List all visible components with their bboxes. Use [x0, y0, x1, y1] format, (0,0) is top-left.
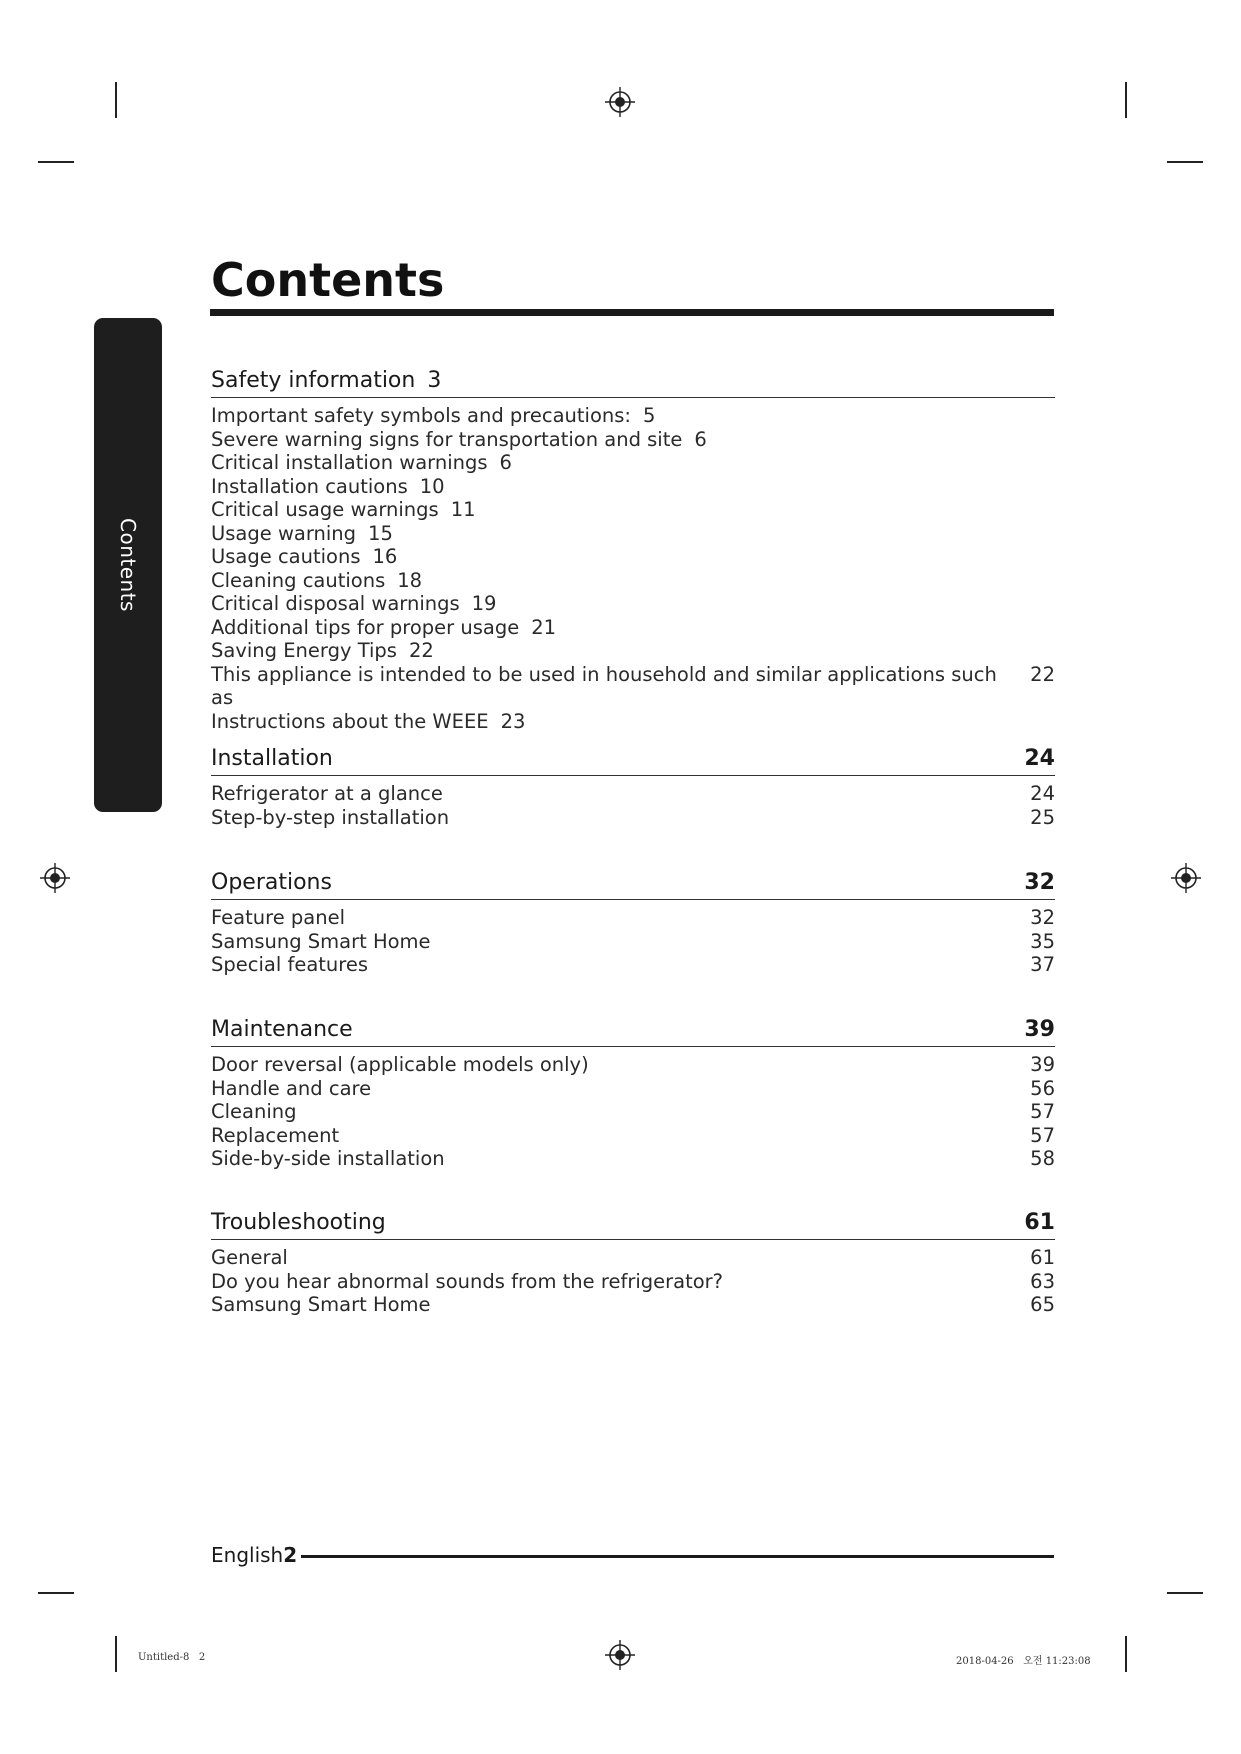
toc-item-page: 21 [531, 615, 557, 639]
side-tab-label: Contents [116, 518, 140, 612]
section-page: 61 [1024, 1210, 1055, 1235]
toc-item[interactable] [211, 906, 1055, 930]
toc-item-label: Severe warning signs for transportation and site [211, 427, 683, 451]
toc-item-label: Cleaning [211, 1100, 297, 1123]
toc-item[interactable] [211, 475, 1055, 499]
toc-item-page: 57 [1030, 1100, 1055, 1123]
toc-item-label: General [211, 1246, 288, 1269]
toc-item-label: Door reversal (applicable models only) [211, 1053, 589, 1076]
toc-item-label: Step-by-step installation [211, 805, 450, 829]
toc-item[interactable] [211, 569, 1055, 593]
toc-section-installation [211, 744, 1055, 829]
section-title: Safety information [211, 368, 416, 393]
toc-item[interactable] [211, 404, 1055, 428]
section-title: Troubleshooting [211, 1210, 386, 1235]
section-heading [211, 868, 1055, 900]
toc-item-page: 61 [1030, 1246, 1055, 1269]
toc-item-label: Handle and care [211, 1076, 372, 1100]
crop-mark [1125, 1636, 1127, 1672]
section-heading [211, 1208, 1055, 1240]
section-title: Operations [211, 870, 332, 895]
section-title: Installation [211, 746, 333, 771]
toc-item-page: 37 [1030, 953, 1055, 976]
toc-item-label: Critical installation warnings [211, 451, 488, 474]
toc-item-page: 18 [397, 568, 423, 592]
toc-item[interactable] [211, 1100, 1055, 1124]
toc-item-page: 25 [1030, 805, 1055, 829]
crop-mark [115, 82, 117, 118]
toc-item-label: Feature panel [211, 906, 345, 929]
toc-item-label: Saving Energy Tips [211, 639, 397, 662]
toc-item-label: Important safety symbols and precautions: [211, 404, 631, 427]
toc-item[interactable] [211, 710, 1055, 734]
side-tab [94, 318, 162, 812]
toc-item-label: Critical usage warnings [211, 498, 439, 521]
print-file-info: Untitled-8 2 [138, 1652, 206, 1663]
toc-item[interactable] [211, 782, 1055, 806]
toc-item[interactable] [211, 930, 1055, 954]
footer-page-number: 2 [283, 1543, 298, 1567]
toc-item-page: 11 [450, 498, 476, 521]
toc-item-label: Replacement [211, 1123, 340, 1147]
toc-item[interactable] [211, 545, 1055, 569]
toc-item-label: Samsung Smart Home [211, 1293, 431, 1316]
toc-item-label: Usage warning [211, 521, 357, 545]
toc-item-label: Installation cautions [211, 474, 408, 498]
toc-item-page: 56 [1030, 1076, 1055, 1100]
toc-item[interactable] [211, 1293, 1055, 1317]
toc-item[interactable] [211, 451, 1055, 475]
registration-mark-icon [40, 863, 70, 893]
toc-item-page: 24 [1030, 782, 1055, 805]
toc-item-label: Special features [211, 953, 369, 976]
toc-item-page: 15 [368, 521, 393, 545]
toc-item[interactable] [211, 522, 1055, 546]
toc-item-label: This appliance is intended to be used in household and similar applications such as [211, 662, 997, 709]
toc-item-label: Usage cautions [211, 545, 361, 568]
section-title: Maintenance [211, 1017, 353, 1042]
section-page: 39 [1024, 1017, 1055, 1042]
toc-item-page: 58 [1030, 1147, 1055, 1170]
toc-item-page: 6 [499, 451, 512, 474]
toc-item-label: Refrigerator at a glance [211, 782, 443, 805]
toc-item[interactable] [211, 663, 1055, 710]
toc-item-page: 6 [694, 427, 707, 451]
toc-item[interactable] [211, 1077, 1055, 1101]
section-heading [211, 1015, 1055, 1047]
crop-mark [1167, 161, 1203, 163]
toc-item-page: 39 [1030, 1053, 1055, 1076]
toc-item-label: Cleaning cautions [211, 568, 386, 592]
registration-mark-icon [605, 1640, 635, 1670]
registration-mark-icon [605, 87, 635, 117]
toc-section-maintenance [211, 1015, 1055, 1171]
toc-item-page: 5 [642, 404, 656, 427]
toc-item[interactable] [211, 1246, 1055, 1270]
toc-item-page: 32 [1030, 906, 1055, 929]
crop-mark [115, 1636, 117, 1672]
toc-item[interactable] [211, 498, 1055, 522]
toc-item-label: Samsung Smart Home [211, 929, 431, 953]
section-heading [211, 744, 1055, 776]
toc-item[interactable] [211, 639, 1055, 663]
crop-mark [1125, 82, 1127, 118]
registration-mark-icon [1171, 863, 1201, 893]
toc-item[interactable] [211, 953, 1055, 977]
toc-item[interactable] [211, 1147, 1055, 1171]
toc-item[interactable] [211, 616, 1055, 640]
section-page: 32 [1024, 870, 1055, 895]
crop-mark [1167, 1592, 1203, 1594]
toc-item-label: Instructions about the WEEE [211, 709, 489, 733]
page-title: Contents [211, 253, 445, 307]
toc-section-safety-information [211, 366, 1055, 733]
footer-page-label [211, 1542, 297, 1568]
toc-item-label: Do you hear abnormal sounds from the refrigerator? [211, 1269, 724, 1293]
toc-item[interactable] [211, 592, 1055, 616]
footer-rule [301, 1555, 1054, 1558]
toc-item[interactable] [211, 1124, 1055, 1148]
toc-item-page: 23 [500, 709, 526, 733]
toc-item-page: 35 [1030, 929, 1055, 953]
toc-item-page: 57 [1030, 1123, 1055, 1147]
toc-section-troubleshooting [211, 1208, 1055, 1317]
toc-item[interactable] [211, 428, 1055, 452]
toc-item-label: Side-by-side installation [211, 1147, 445, 1170]
toc-item[interactable] [211, 1270, 1055, 1294]
toc-item-label: Critical disposal warnings [211, 592, 460, 615]
crop-mark [38, 161, 74, 163]
toc-item-page: 16 [372, 545, 398, 568]
section-page: 3 [427, 368, 442, 393]
toc-item-page: 22 [408, 639, 434, 662]
toc-item-page: 19 [471, 592, 497, 615]
toc-item[interactable] [211, 1053, 1055, 1077]
crop-mark [38, 1592, 74, 1594]
section-page: 24 [1024, 746, 1055, 771]
toc-item-page: 10 [419, 474, 445, 498]
title-rule [210, 309, 1054, 316]
toc-item-page: 65 [1030, 1293, 1055, 1316]
section-heading [211, 366, 1055, 398]
toc-item-page: 63 [1030, 1269, 1055, 1293]
toc-item[interactable] [211, 806, 1055, 830]
toc-item-label: Additional tips for proper usage [211, 615, 520, 639]
toc-item-page: 22 [1030, 662, 1055, 686]
toc-section-operations [211, 868, 1055, 977]
footer-language: English [211, 1543, 284, 1567]
print-timestamp: 2018-04-26 오전 11:23:08 [956, 1656, 1091, 1667]
